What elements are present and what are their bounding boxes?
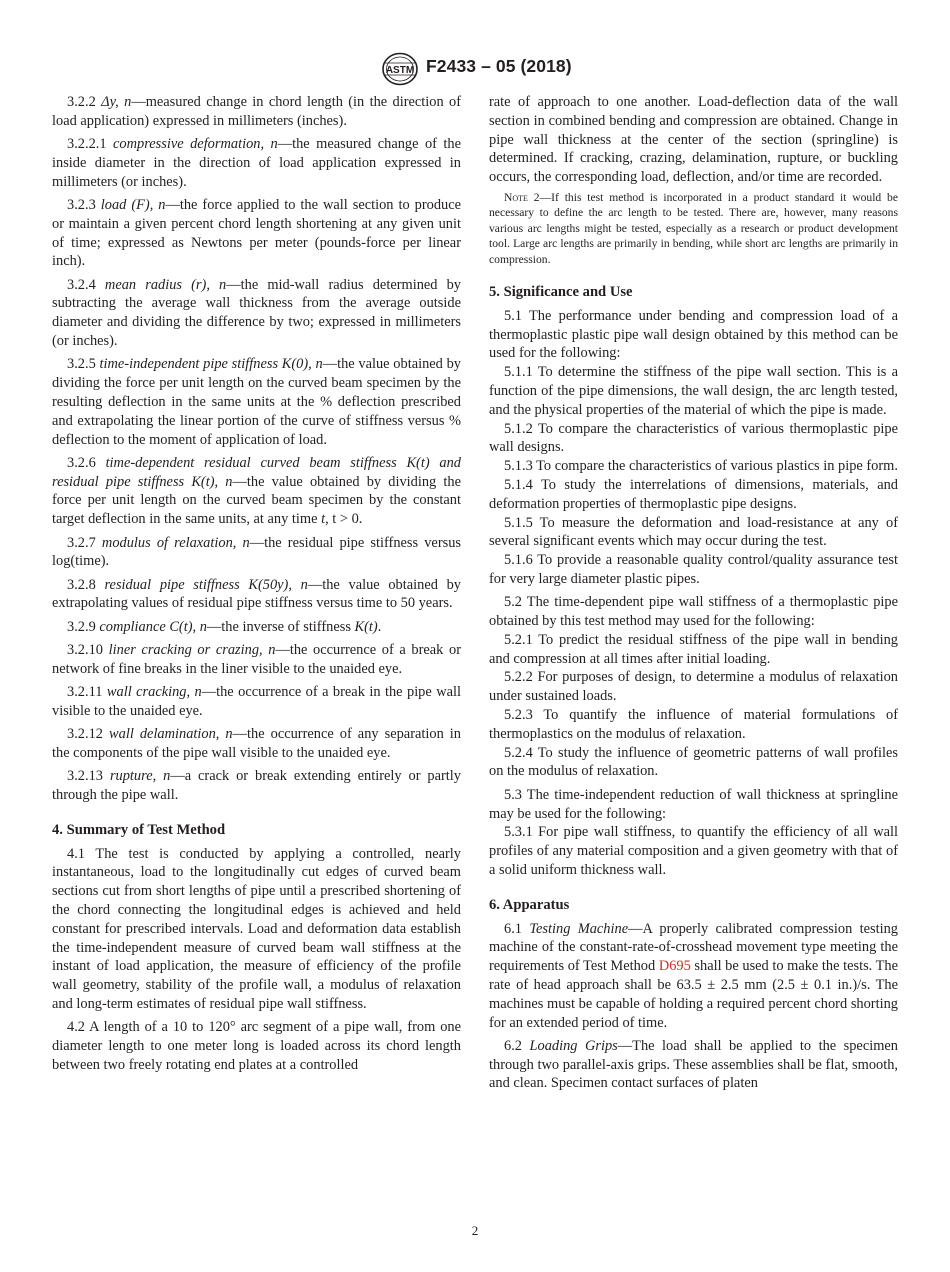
page-header [0,50,950,90]
section-5-1-2: 5.1.2 To compare the characteristics of various thermoplastic pipe wall designs. [489,420,898,456]
page-number: 2 [471,1223,479,1238]
section-3-2-8: 3.2.8 residual pipe stiffness K(50y), n—the value obtained by extrapolating values of residual pipe stiffness versus time to 50 years. [52,576,461,612]
astm-logo-icon [381,52,419,86]
section-6-2: 6.2 Loading Grips—The load shall be applied to the specimen through two parallel-axis grips. These assemblies shall be flat, smooth, and clean. Specimen contact surfaces of platen [489,1037,898,1092]
link-d695[interactable]: D695 [658,958,691,975]
section-5-1-6: 5.1.6 To provide a reasonable quality control/quality assurance test for very large diameter plastic pipes. [489,552,898,587]
right-column [489,93,898,1098]
section-5-1: 5.1 The performance under bending and compression load of a thermoplastic plastic pipe wall design obtained by this method can be used for the following: [489,307,898,362]
heading-summary-of-test-method: 4. Summary of Test Method [52,821,226,838]
section-3-2-13: 3.2.13 rupture, n—a crack or break extending entirely or partly through the pipe wall. [52,768,462,804]
section-3-2-12: 3.2.12 wall delamination, n—the occurrence of any separation in the components of the pipe wall visible to the unaided eye. [52,726,461,761]
heading-significance-and-use: 5. Significance and Use [489,284,633,301]
section-4-2: 4.2 A length of a 10 to 120° arc segment of a pipe wall, from one diameter length to one meter long is loaded across its chord length between two freely rotating end plates at a controlled [52,1019,461,1073]
section-3-2-7: 3.2.7 modulus of relaxation, n—the residual pipe stiffness versus log(time). [52,534,462,570]
section-5-1-1: 5.1.1 To determine the stiffness of the pipe wall section. This is a function of the pipe dimensions, the wall design, the arc length tested, and the physical properties of the material of which the pipe is made. [489,364,898,418]
left-column [52,93,461,1079]
section-5-1-5: 5.1.5 To measure the deformation and load-resistance at any of several significant events which may occur during the test. [489,514,898,550]
section-3-2-5: 3.2.5 time-independent pipe stiffness K(0), n—the value obtained by dividing the force per unit length on the curved beam specimen by the resulting deflection in the same units at the % deflection prescribed and extrapolating the linear portion of the curve of stiffness versus % deflection to the moment of application of load. [52,356,461,448]
section-5-3-1: 5.3.1 For pipe wall stiffness, to quantify the efficiency of all wall profiles of any material composition and a given geometry with that of a solid uniform thickness wall. [489,824,898,878]
note-2: Note 2—If this test method is incorporated in a product standard it would be necessary to define the arc length to be tested. There are, however, many reasons various arc lengths might be tested, especially as a research or product development tool. Large arc lengths are primarily in bending, while short arc lengths are primarily in compression. [489,190,898,266]
section-3-2-9: 3.2.9 compliance C(t), n—the inverse of stiffness K(t). [67,618,382,635]
section-3-2-11: 3.2.11 wall cracking, n—the occurrence of a break in the pipe wall visible to the unaided eye. [52,684,461,719]
section-3-2-4: 3.2.4 mean radius (r), n—the mid-wall radius determined by subtracting the average wall thickness from the average outside diameter and dividing the difference by two; expressed in millimeters (or inches). [52,276,461,350]
heading-apparatus: 6. Apparatus [489,896,570,913]
section-6-1: 6.1 Testing Machine—A properly calibrated compression testing machine of the constant-rate-of-crosshead movement type meeting the requirements of Test Method D695 shall be used to make the tests. The rate of head approach shall be 63.5 ± 2.5 mm (2.5 ± 0.1 in.)/s. The machines must be capable of holding a required percent chord shorting for an extended period of time. [489,920,898,1031]
section-5-1-4: 5.1.4 To study the interrelations of dimensions, materials, and deformation properties of thermoplastic pipe designs. [489,476,898,512]
section-5-3: 5.3 The time-independent reduction of wall thickness at springline may be used for the following: [489,786,898,822]
section-5-2-2: 5.2.2 For purposes of design, to determine a modulus of relaxation under sustained loads. [489,669,898,705]
section-5-2-3: 5.2.3 To quantify the influence of material formulations of thermoplastics on the modulus of relaxation. [489,707,898,742]
section-3-2-10: 3.2.10 liner cracking or crazing, n—the occurrence of a break or network of fine breaks in the liner visible to the unaided eye. [52,642,461,677]
section-3-2-2: 3.2.2 Δy, n—measured change in chord length (in the direction of load application) expressed in millimeters (inches). [52,94,462,129]
section-3-2-6: 3.2.6 time-dependent residual curved beam stiffness K(t) and residual pipe stiffness K(t), n—the value obtained by dividing the force per unit length on the curved beam specimen by the constant target deflection in the same units, at any time t, t > 0. [52,454,462,528]
section-5-2: 5.2 The time-dependent pipe wall stiffness of a thermoplastic pipe obtained by this test method may used for the following: [489,594,898,630]
section-4-2-continued: rate of approach to one another. Load-deflection data of the wall section in combined bending and compression are obtained. Change in pipe wall thickness at the center of the section (springline) is determined. If cracking, crazing, delamination, rupture, or buckling occurs, the corresponding load, deflection, and/or time are recorded. [489,94,898,186]
section-4-1: 4.1 The test is conducted by applying a controlled, nearly instantaneous, load to the longitudinally cut edges of curved beam sections cut from short lengths of pipe until a prescribed shortening of the chord connecting the longitudinal edges is achieved and held constant for prescribed intervals. Load and deformation data establish the time-independent measure of curved beam wall stiffness at the instant of load application, the measure of efficiency of the profile wall geometry, stability of the profile wall, a modulus of relaxation and long-term estimates of residual pipe wall stiffness. [52,845,461,1013]
logo-text: ASTM [385,65,415,76]
section-5-2-4: 5.2.4 To study the influence of geometric patterns of wall profiles on the modulus of relaxation. [489,744,898,780]
section-3-2-3: 3.2.3 load (F), n—the force applied to the wall section to produce or maintain a given percent chord length shortening at any given unit of time; expressed as Newtons per meter (pounds-force per linear inch). [52,196,461,270]
section-3-2-2-1: 3.2.2.1 compressive deformation, n—the measured change of the inside diameter in the direction of load application expressed in millimeters (or inches). [52,136,461,190]
document-designation: F2433 – 05 (2018) [426,56,572,76]
section-5-1-3: 5.1.3 To compare the characteristics of various plastics in pipe form. [504,458,898,475]
section-5-2-1: 5.2.1 To predict the residual stiffness of the pipe wall in bending and compression at all times after initial loading. [489,631,898,667]
